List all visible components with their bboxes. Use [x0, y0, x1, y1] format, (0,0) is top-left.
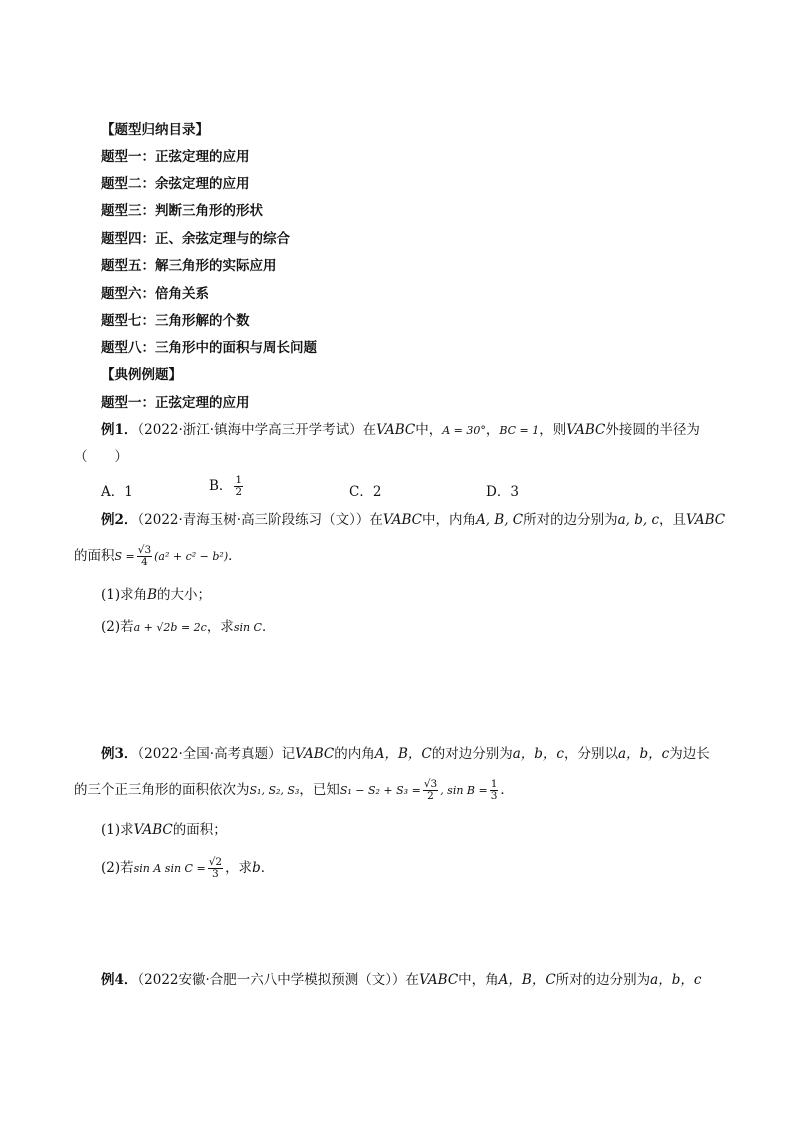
catalog-item: 题型三：判断三角形的形状	[101, 203, 263, 219]
fraction: $\frac{1}{3}$	[490, 778, 498, 802]
catalog-item: 题型五：解三角形的实际应用	[101, 258, 277, 274]
example-3-q1: (1)求VABC的面积；	[101, 822, 227, 838]
example-2-q1: (1)求角B的大小；	[101, 587, 212, 603]
fraction: $\frac{√3}{4}$	[137, 544, 152, 568]
section-title: 题型一：正弦定理的应用	[101, 395, 250, 411]
option-a: A．1	[101, 484, 133, 500]
fraction: $\frac{√2}{3}$	[208, 856, 223, 880]
option-c: C．2	[349, 484, 382, 500]
fraction: $\frac{√3}{2}$	[423, 778, 438, 802]
example-2-q2: (2)若a + √2b = 2c，求sin C．	[101, 619, 276, 635]
example-label: 例3．	[101, 746, 138, 762]
example-3-line: 例3．（2022·全国·高考真题）记VABC的内角A，B，C的对边分别为a，b，c，分别以a，b，c为边长	[101, 746, 710, 762]
catalog-item: 题型八：三角形中的面积与周长问题	[101, 340, 317, 356]
catalog-header: 【题型归纳目录】	[101, 122, 209, 138]
example-label: 例4．	[101, 972, 138, 988]
examples-header: 【典例例题】	[101, 367, 182, 383]
example-3-line-2: 的三个正三角形的面积依次为S₁, S₂, S₃，已知S₁ − S₂ + S₃ = $\frac{√3}{2}$ , sin B = $\frac{1}{3}$ ．	[74, 778, 514, 802]
option-b: B． $\frac{1}{2}$	[209, 474, 243, 498]
example-2-line: 例2．（2022·青海玉树·高三阶段练习（文））在VABC中，内角A, B, C所对的边分别为a, b, c，且VABC	[101, 512, 726, 528]
option-d: D．3	[486, 484, 519, 500]
example-3-q2: (2)若sin A sin C = $\frac{√2}{3}$ ，求b．	[101, 856, 275, 880]
catalog-item: 题型七：三角形解的个数	[101, 313, 250, 329]
example-label: 例1．	[101, 422, 138, 438]
fraction: $\frac{1}{2}$	[235, 474, 243, 498]
example-4-line: 例4．（2022安徽·合肥一六八中学模拟预测（文））在VABC中，角A，B，C所对的边分别为a，b，c	[101, 972, 702, 988]
example-label: 例2．	[101, 512, 138, 528]
catalog-item: 题型六：倍角关系	[101, 286, 209, 302]
catalog-item: 题型二：余弦定理的应用	[101, 176, 250, 192]
example-1-line: 例1．（2022·浙江·镇海中学高三开学考试）在VABC中，A = 30°，BC = 1，则VABC外接圆的半径为	[101, 422, 700, 438]
example-2-area-line: 的面积S = $\frac{√3}{4}$ (a² + c² − b²)．	[74, 544, 242, 568]
example-1-paren: （ ）	[74, 449, 128, 465]
catalog-item: 题型一：正弦定理的应用	[101, 149, 250, 165]
catalog-item: 题型四：正、余弦定理与的综合	[101, 231, 290, 247]
